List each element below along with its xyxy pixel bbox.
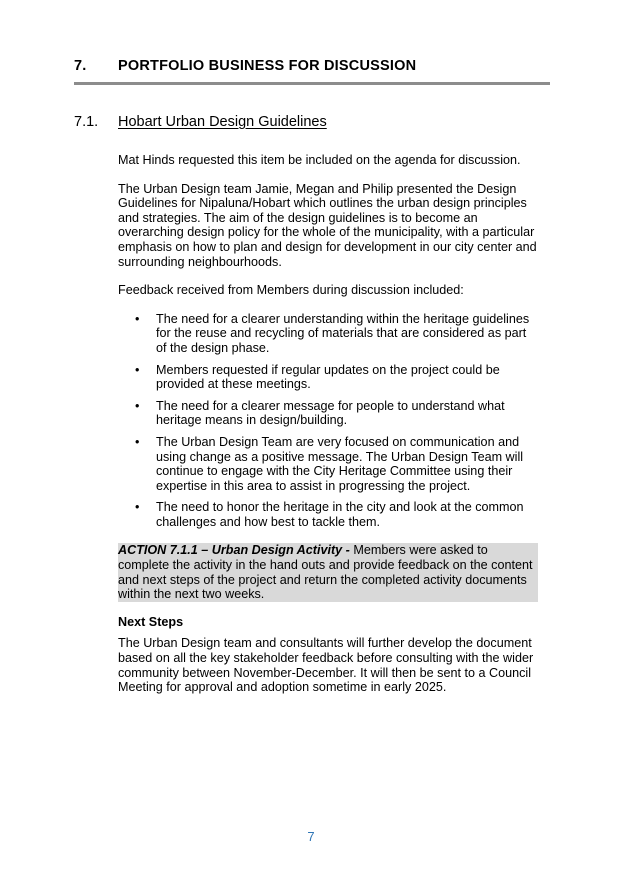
list-item-text: The need for a clearer understanding within the heritage guidelines for the reuse and recycling of materials that are considered as part of the design phase. bbox=[156, 311, 530, 355]
list-item-text: Members requested if regular updates on the project could be provided at these meetings. bbox=[156, 362, 500, 392]
list-item-text: The need for a clearer message for people to understand what heritage means in design/building. bbox=[156, 398, 505, 428]
section-divider bbox=[74, 82, 550, 85]
list-item-text: The Urban Design Team are very focused on communication and using change as a positive message. The Urban Design Team will continue to engage with the City Heritage Committee using their expertise in this area to assist in progressing the project. bbox=[156, 434, 524, 493]
list-item bbox=[118, 435, 538, 493]
subsection-title: Hobart Urban Design Guidelines bbox=[118, 114, 327, 130]
next-steps-heading: Next Steps bbox=[118, 614, 184, 629]
list-item-text: The need to honor the heritage in the city and look at the common challenges and how best to tackle them. bbox=[156, 500, 524, 529]
list-item bbox=[118, 312, 538, 356]
bullet-icon: • bbox=[135, 500, 140, 515]
next-steps-paragraph: The Urban Design team and consultants will further develop the document based on all the key stakeholder feedback before consulting with the wider community between November-December. It will then be sent to a Council Meeting for approval and adoption sometime in early 2025. bbox=[118, 636, 534, 695]
intro-paragraph: Mat Hinds requested this item be included on the agenda for discussion. bbox=[118, 153, 521, 167]
feedback-intro-paragraph: Feedback received from Members during discussion included: bbox=[118, 283, 464, 298]
section-number: 7. bbox=[74, 58, 87, 74]
action-label: ACTION 7.1.1 – Urban Design Activity - bbox=[118, 543, 350, 558]
list-item bbox=[118, 399, 538, 428]
bullet-icon: • bbox=[135, 434, 140, 449]
section-title: PORTFOLIO BUSINESS FOR DISCUSSION bbox=[118, 58, 417, 74]
feedback-list bbox=[118, 312, 538, 530]
action-text: Members were asked to complete the activity in the hand outs and provide feedback on the content and next steps of the project and return the completed activity documents within the next two weeks. bbox=[118, 543, 533, 602]
list-item bbox=[118, 363, 538, 392]
bullet-icon: • bbox=[135, 362, 140, 377]
action-highlight bbox=[118, 543, 538, 601]
presentation-paragraph: The Urban Design team Jamie, Megan and Philip presented the Design Guidelines for Nipaluna/Hobart which outlines the urban design principles and strategies. The aim of the design guidelines is to become an overarching design policy for the whole of the municipality, with a particular emphasis on how to plan and design for development in our city center and surrounding neighbourhoods. bbox=[118, 181, 537, 269]
body-content bbox=[118, 153, 538, 709]
list-item bbox=[118, 500, 538, 529]
subsection-number: 7.1. bbox=[74, 114, 99, 130]
page-number: 7 bbox=[307, 829, 315, 844]
bullet-icon: • bbox=[135, 311, 140, 326]
bullet-icon: • bbox=[135, 398, 140, 413]
